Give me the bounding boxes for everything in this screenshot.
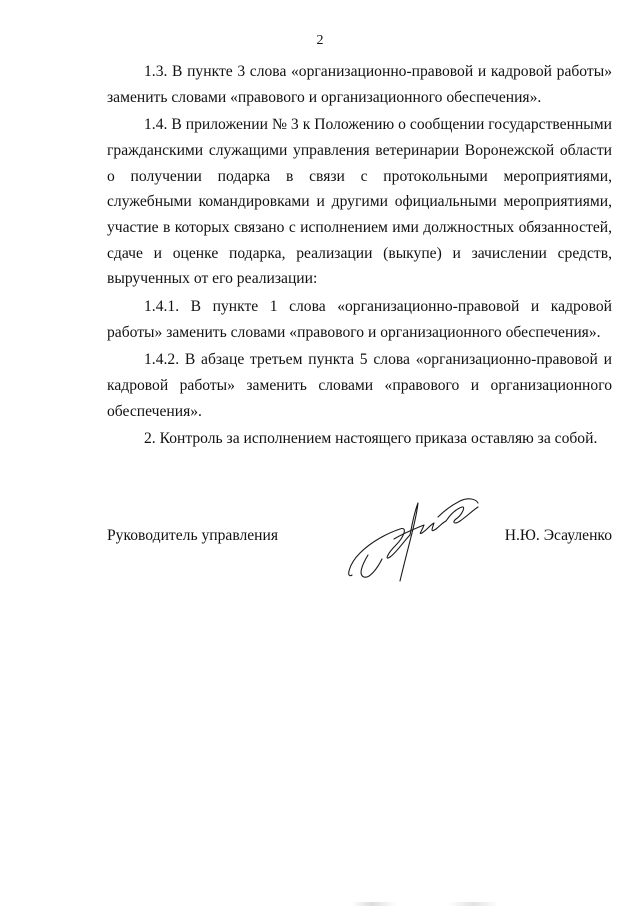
paragraph-1-4-1: 1.4.1. В пункте 1 слова «организационно-правовой и кадровой работы» заменить словами «правового и организационного обеспечения». xyxy=(107,297,612,341)
paragraph-2: 2. Контроль за исполнением настоящего приказа оставляю за собой. xyxy=(144,430,598,448)
paragraph-1-3: 1.3. В пункте 3 слова «организационно-правовой и кадровой работы» заменить словами «правового и организационного обеспечения». xyxy=(107,63,612,106)
document-body xyxy=(107,59,612,454)
paragraph-1-4-2: 1.4.2. В абзаце третьем пункта 5 слова «организационно-правовой и кадровой работы» заменить словами «правового и организационного обеспечения». xyxy=(107,351,612,420)
signatory-name: Н.Ю. Эсауленко xyxy=(504,527,612,544)
signature-block xyxy=(107,527,612,549)
paragraph-1-4: 1.4. В приложении № 3 к Положению о сообщении государственными гражданскими служащими управления ветеринарии Воронежской области о получении подарка в связи с протокольными мероприятиями, служебными командировками и другими официальными мероприятиями, участие в которых связано с исполнением ими должностных обязанностей, сдаче и оценке подарка, реализации (выкупе) и зачислении средств, вырученных от его реализации: xyxy=(107,116,612,288)
page-number: 2 xyxy=(316,33,324,48)
scan-edge xyxy=(0,902,640,906)
signatory-position: Руководитель управления xyxy=(107,527,279,544)
